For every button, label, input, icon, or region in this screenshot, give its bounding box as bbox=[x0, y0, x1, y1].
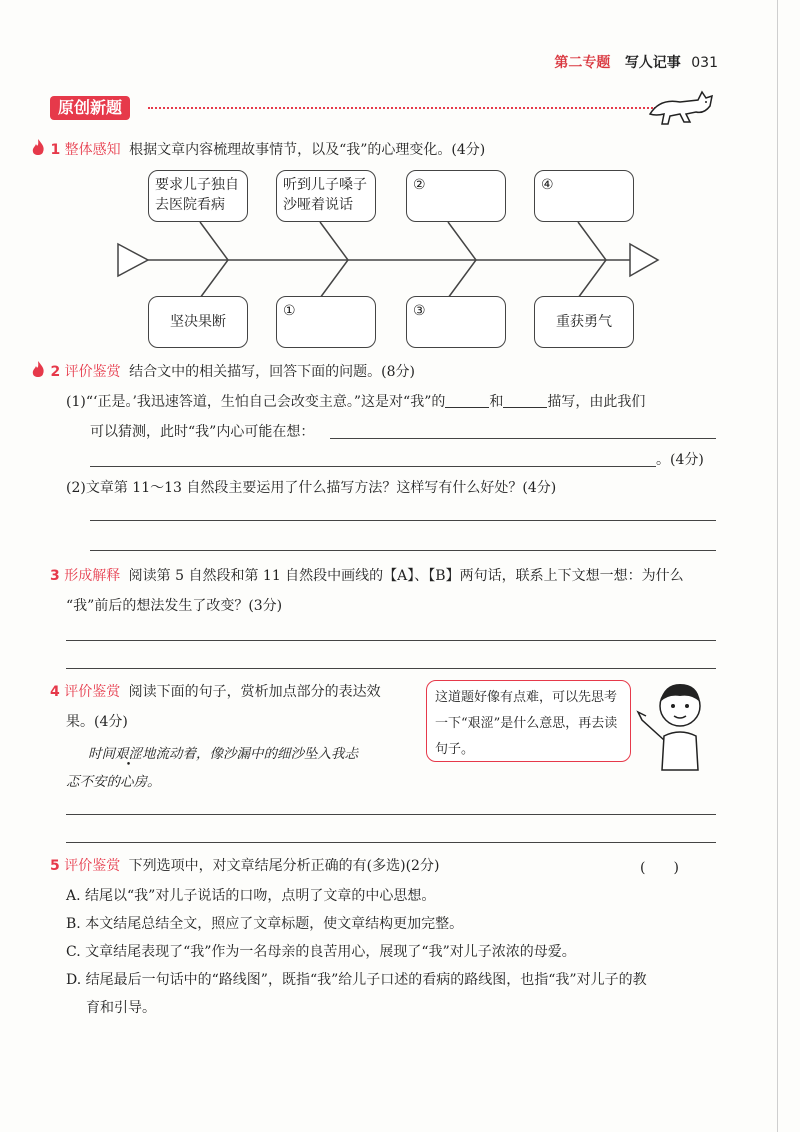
question-number: 1 bbox=[50, 142, 61, 158]
boy-avatar-icon bbox=[634, 676, 718, 772]
fishbone-diagram bbox=[0, 0, 800, 360]
question-2-part-1-line-2 bbox=[90, 422, 314, 442]
part-1-text-c: 描写，由此我们 bbox=[547, 394, 646, 410]
question-text: 根据文章内容梳理故事情节，以及“我”的心理变化。(4分) bbox=[129, 142, 486, 158]
question-2-part-2: (2)文章第 11～13 自然段主要运用了什么描写方法？这样写有什么好处？(4分) bbox=[66, 480, 557, 496]
fishbone-bottom-box-1: 坚决果断 bbox=[148, 296, 248, 348]
question-text: 下列选项中，对文章结尾分析正确的有(多选)(2分) bbox=[128, 858, 440, 874]
question-number: 3 bbox=[50, 568, 60, 584]
question-2 bbox=[30, 360, 415, 382]
option-d-continued: 育和引导。 bbox=[86, 1000, 156, 1016]
header-subtitle: 写人记事 bbox=[624, 55, 681, 71]
header-topic: 第二专题 bbox=[554, 55, 611, 71]
quote-text-c: 地流动着，像沙漏中的细沙坠入我忐 bbox=[142, 746, 358, 762]
fishbone-top-box-1: 要求儿子独自去医院看病 bbox=[148, 170, 248, 222]
fishbone-top-box-3[interactable]: ② bbox=[406, 170, 506, 222]
fishbone-bottom-box-3[interactable]: ③ bbox=[406, 296, 506, 348]
option-c: C. 文章结尾表现了“我”作为一名母亲的良苦用心，展现了“我”对儿子浓浓的母爱。 bbox=[66, 944, 576, 960]
question-tag: 评价鉴赏 bbox=[64, 364, 121, 380]
answer-line[interactable] bbox=[90, 520, 716, 521]
answer-line[interactable] bbox=[66, 668, 716, 669]
quote-line-1 bbox=[88, 742, 358, 762]
question-tag: 评价鉴赏 bbox=[64, 858, 121, 874]
answer-blank[interactable] bbox=[445, 393, 489, 408]
question-2-part-1 bbox=[66, 392, 645, 412]
quote-dotted-phrase: 艰涩 bbox=[115, 746, 142, 762]
option-d: D. 结尾最后一句话中的“路线图”，既指“我”给儿子口述的看病的路线图，也指“我”对儿子的教 bbox=[66, 972, 647, 988]
question-number: 2 bbox=[50, 364, 61, 380]
answer-parentheses[interactable]: ( ) bbox=[640, 860, 679, 876]
question-5 bbox=[50, 856, 439, 876]
quote-line-2: 忑不安的心房。 bbox=[66, 774, 161, 790]
part-1-text-a: (1)“‘正是。’我迅速答道，生怕自己会改变主意。”这是对“我”的 bbox=[66, 394, 446, 410]
page-number: 031 bbox=[691, 55, 718, 71]
option-a: A. 结尾以“我”对儿子说话的口吻，点明了文章的中心思想。 bbox=[66, 888, 436, 904]
answer-line[interactable] bbox=[90, 466, 656, 467]
question-tag: 整体感知 bbox=[64, 142, 121, 158]
flame-icon bbox=[30, 360, 46, 380]
part-1-text-b: 和 bbox=[489, 394, 504, 410]
fishbone-bottom-box-2[interactable]: ① bbox=[276, 296, 376, 348]
question-text: 阅读下面的句子，赏析加点部分的表达效 bbox=[128, 684, 381, 700]
answer-line[interactable] bbox=[90, 550, 716, 551]
question-text: 结合文中的相关描写，回答下面的问题。(8分) bbox=[129, 364, 415, 380]
fishbone-top-box-4[interactable]: ④ bbox=[534, 170, 634, 222]
question-tag: 形成解释 bbox=[64, 568, 121, 584]
answer-line[interactable] bbox=[66, 842, 716, 843]
section-banner: 原创新题 bbox=[50, 96, 130, 120]
part-1-text-d: 可以猜测，此时“我”内心可能在想： bbox=[90, 424, 315, 440]
question-4-line-2: 果。(4分) bbox=[66, 714, 128, 730]
part-1-end: 。(4分) bbox=[656, 452, 704, 468]
answer-line[interactable] bbox=[66, 640, 716, 641]
answer-line[interactable] bbox=[330, 438, 716, 439]
option-b: B. 本文结尾总结全文，照应了文章标题，使文章结构更加完整。 bbox=[66, 916, 464, 932]
fishbone-bottom-box-4: 重获勇气 bbox=[534, 296, 634, 348]
answer-blank[interactable] bbox=[503, 393, 547, 408]
fishbone-top-box-2: 听到儿子嗓子沙哑着说话 bbox=[276, 170, 376, 222]
question-number: 5 bbox=[50, 858, 60, 874]
question-4 bbox=[50, 682, 381, 702]
question-number: 4 bbox=[50, 684, 60, 700]
question-tag: 评价鉴赏 bbox=[64, 684, 121, 700]
question-3 bbox=[50, 566, 684, 586]
answer-line[interactable] bbox=[66, 814, 716, 815]
quote-text-a: 时间 bbox=[88, 746, 115, 762]
question-text: 阅读第 5 自然段和第 11 自然段中画线的【A】、【B】两句话，联系上下文想一想：为什么 bbox=[128, 568, 684, 584]
question-3-line-2: “我”前后的想法发生了改变？(3分) bbox=[66, 598, 283, 614]
hint-bubble: 这道题好像有点难，可以先思考一下“艰涩”是什么意思，再去读句子。 bbox=[426, 680, 631, 762]
